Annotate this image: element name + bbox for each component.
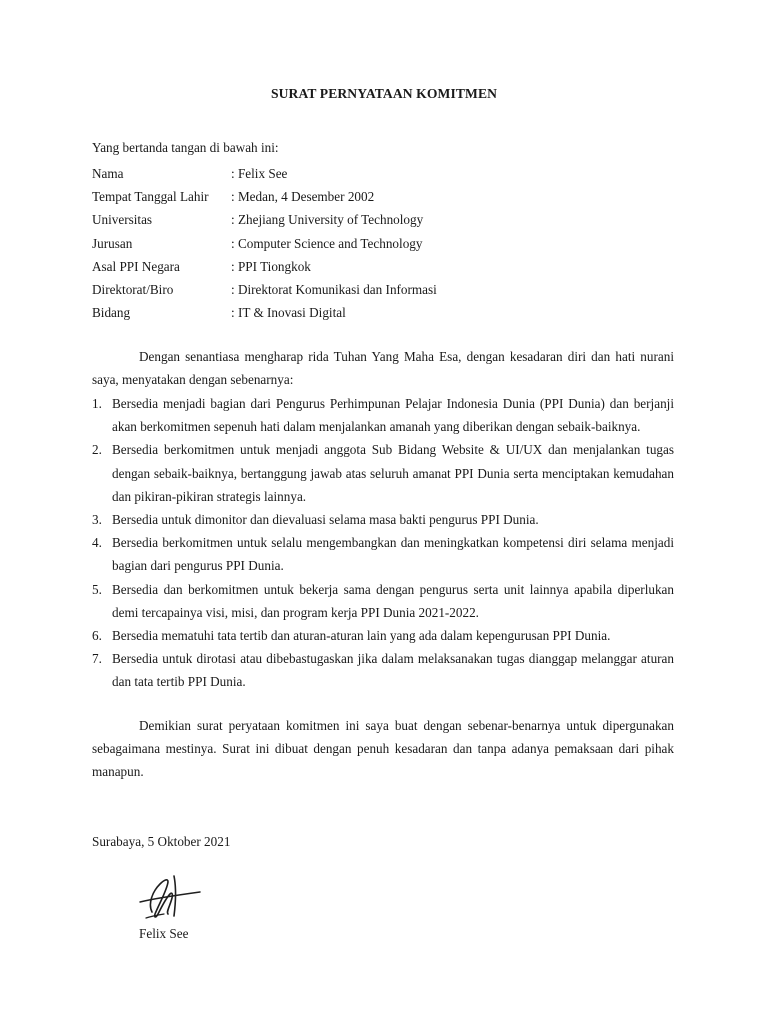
field-label: Tempat Tanggal Lahir (92, 189, 209, 205)
field-row-birth (92, 188, 437, 211)
field-label: Jurusan (92, 235, 133, 251)
field-label: Asal PPI Negara (92, 258, 180, 274)
list-item (92, 578, 674, 624)
list-item (92, 531, 674, 577)
list-item (92, 624, 674, 647)
field-value: : IT & Inovasi Digital (231, 305, 346, 321)
list-text: Bersedia berkomitmen untuk menjadi anggota Sub Bidang Website & UI/UX dan menjalankan tugas dengan sebaik-baiknya, bertanggung jawab atas seluruh amanat PPI Dunia serta menciptakan kemudahan dan pikiran-pikiran strategis lainnya. (112, 442, 674, 504)
list-text: Bersedia menjadi bagian dari Pengurus Perhimpunan Pelajar Indonesia Dunia (PPI Dunia) dan berjanji akan berkomitmen sepenuh hati dalam menjalankan amanah yang diberikan dengan sebaik-baiknya. (112, 396, 674, 435)
list-number: 5. (92, 581, 102, 597)
field-row-division (92, 304, 437, 327)
list-text: Bersedia dan berkomitmen untuk bekerja sama dengan pengurus serta unit lainnya apabila diperlukan demi tercapainya visi, misi, dan program kerja PPI Dunia 2021-2022. (112, 581, 674, 620)
field-value: : Felix See (231, 166, 288, 181)
field-value: : Zhejiang University of Technology (231, 212, 424, 228)
field-value: : Computer Science and Technology (231, 235, 423, 251)
field-label: Bidang (92, 305, 131, 321)
handwritten-signature-icon (138, 868, 202, 924)
field-value: : PPI Tiongkok (231, 258, 311, 274)
list-text: Bersedia untuk dimonitor dan dievaluasi selama masa bakti pengurus PPI Dunia. (112, 512, 539, 528)
field-row-directorate (92, 281, 437, 304)
field-label: Direktorat/Biro (92, 281, 174, 297)
field-row-ppi-origin (92, 258, 437, 281)
signer-name: Felix See (139, 926, 189, 941)
list-text: Bersedia berkomitmen untuk selalu mengembangkan dan meningkatkan kompetensi diri selama menjadi bagian dari pengurus PPI Dunia. (112, 535, 674, 574)
field-label: Universitas (92, 212, 153, 228)
list-item (92, 647, 674, 693)
list-number: 4. (92, 535, 102, 551)
list-number: 6. (92, 628, 102, 644)
field-value: : Direktorat Komunikasi dan Informasi (231, 281, 437, 297)
field-label: Nama (92, 166, 124, 181)
opening-paragraph: Dengan senantiasa mengharap rida Tuhan Yang Maha Esa, dengan kesadaran diri dan hati nurani saya, menyatakan dengan sebenarnya: (92, 349, 674, 388)
list-text: Bersedia mematuhi tata tertib dan aturan-aturan lain yang ada dalam kepengurusan PPI Dunia. (112, 628, 611, 644)
list-number: 3. (92, 512, 102, 528)
document-title: SURAT PERNYATAAN KOMITMEN (270, 86, 498, 101)
intro-text: Yang bertanda tangan di bawah ini: (92, 140, 279, 155)
list-item (92, 438, 674, 508)
closing-paragraph: Demikian surat peryataan komitmen ini saya buat dengan sebenar-benarnya untuk dipergunakan sebagaimana mestinya. Surat ini dibuat dengan penuh kesadaran dan tanpa adanya pemaksaan dari pihak manapun. (92, 718, 674, 780)
statement-list (92, 392, 674, 694)
field-value: : Medan, 4 Desember 2002 (231, 189, 375, 205)
identity-fields (92, 165, 437, 327)
place-date: Surabaya, 5 Oktober 2021 (92, 834, 231, 849)
list-text: Bersedia untuk dirotasi atau dibebastugaskan jika dalam melaksanakan tugas dianggap melanggar aturan dan tata tertib PPI Dunia. (112, 651, 674, 690)
list-number: 2. (92, 442, 102, 458)
field-row-major (92, 235, 437, 258)
field-row-university (92, 211, 437, 234)
list-number: 7. (92, 651, 102, 667)
list-item (92, 392, 674, 438)
list-item (92, 508, 674, 531)
field-row-nama (92, 165, 437, 188)
list-number: 1. (92, 396, 102, 411)
